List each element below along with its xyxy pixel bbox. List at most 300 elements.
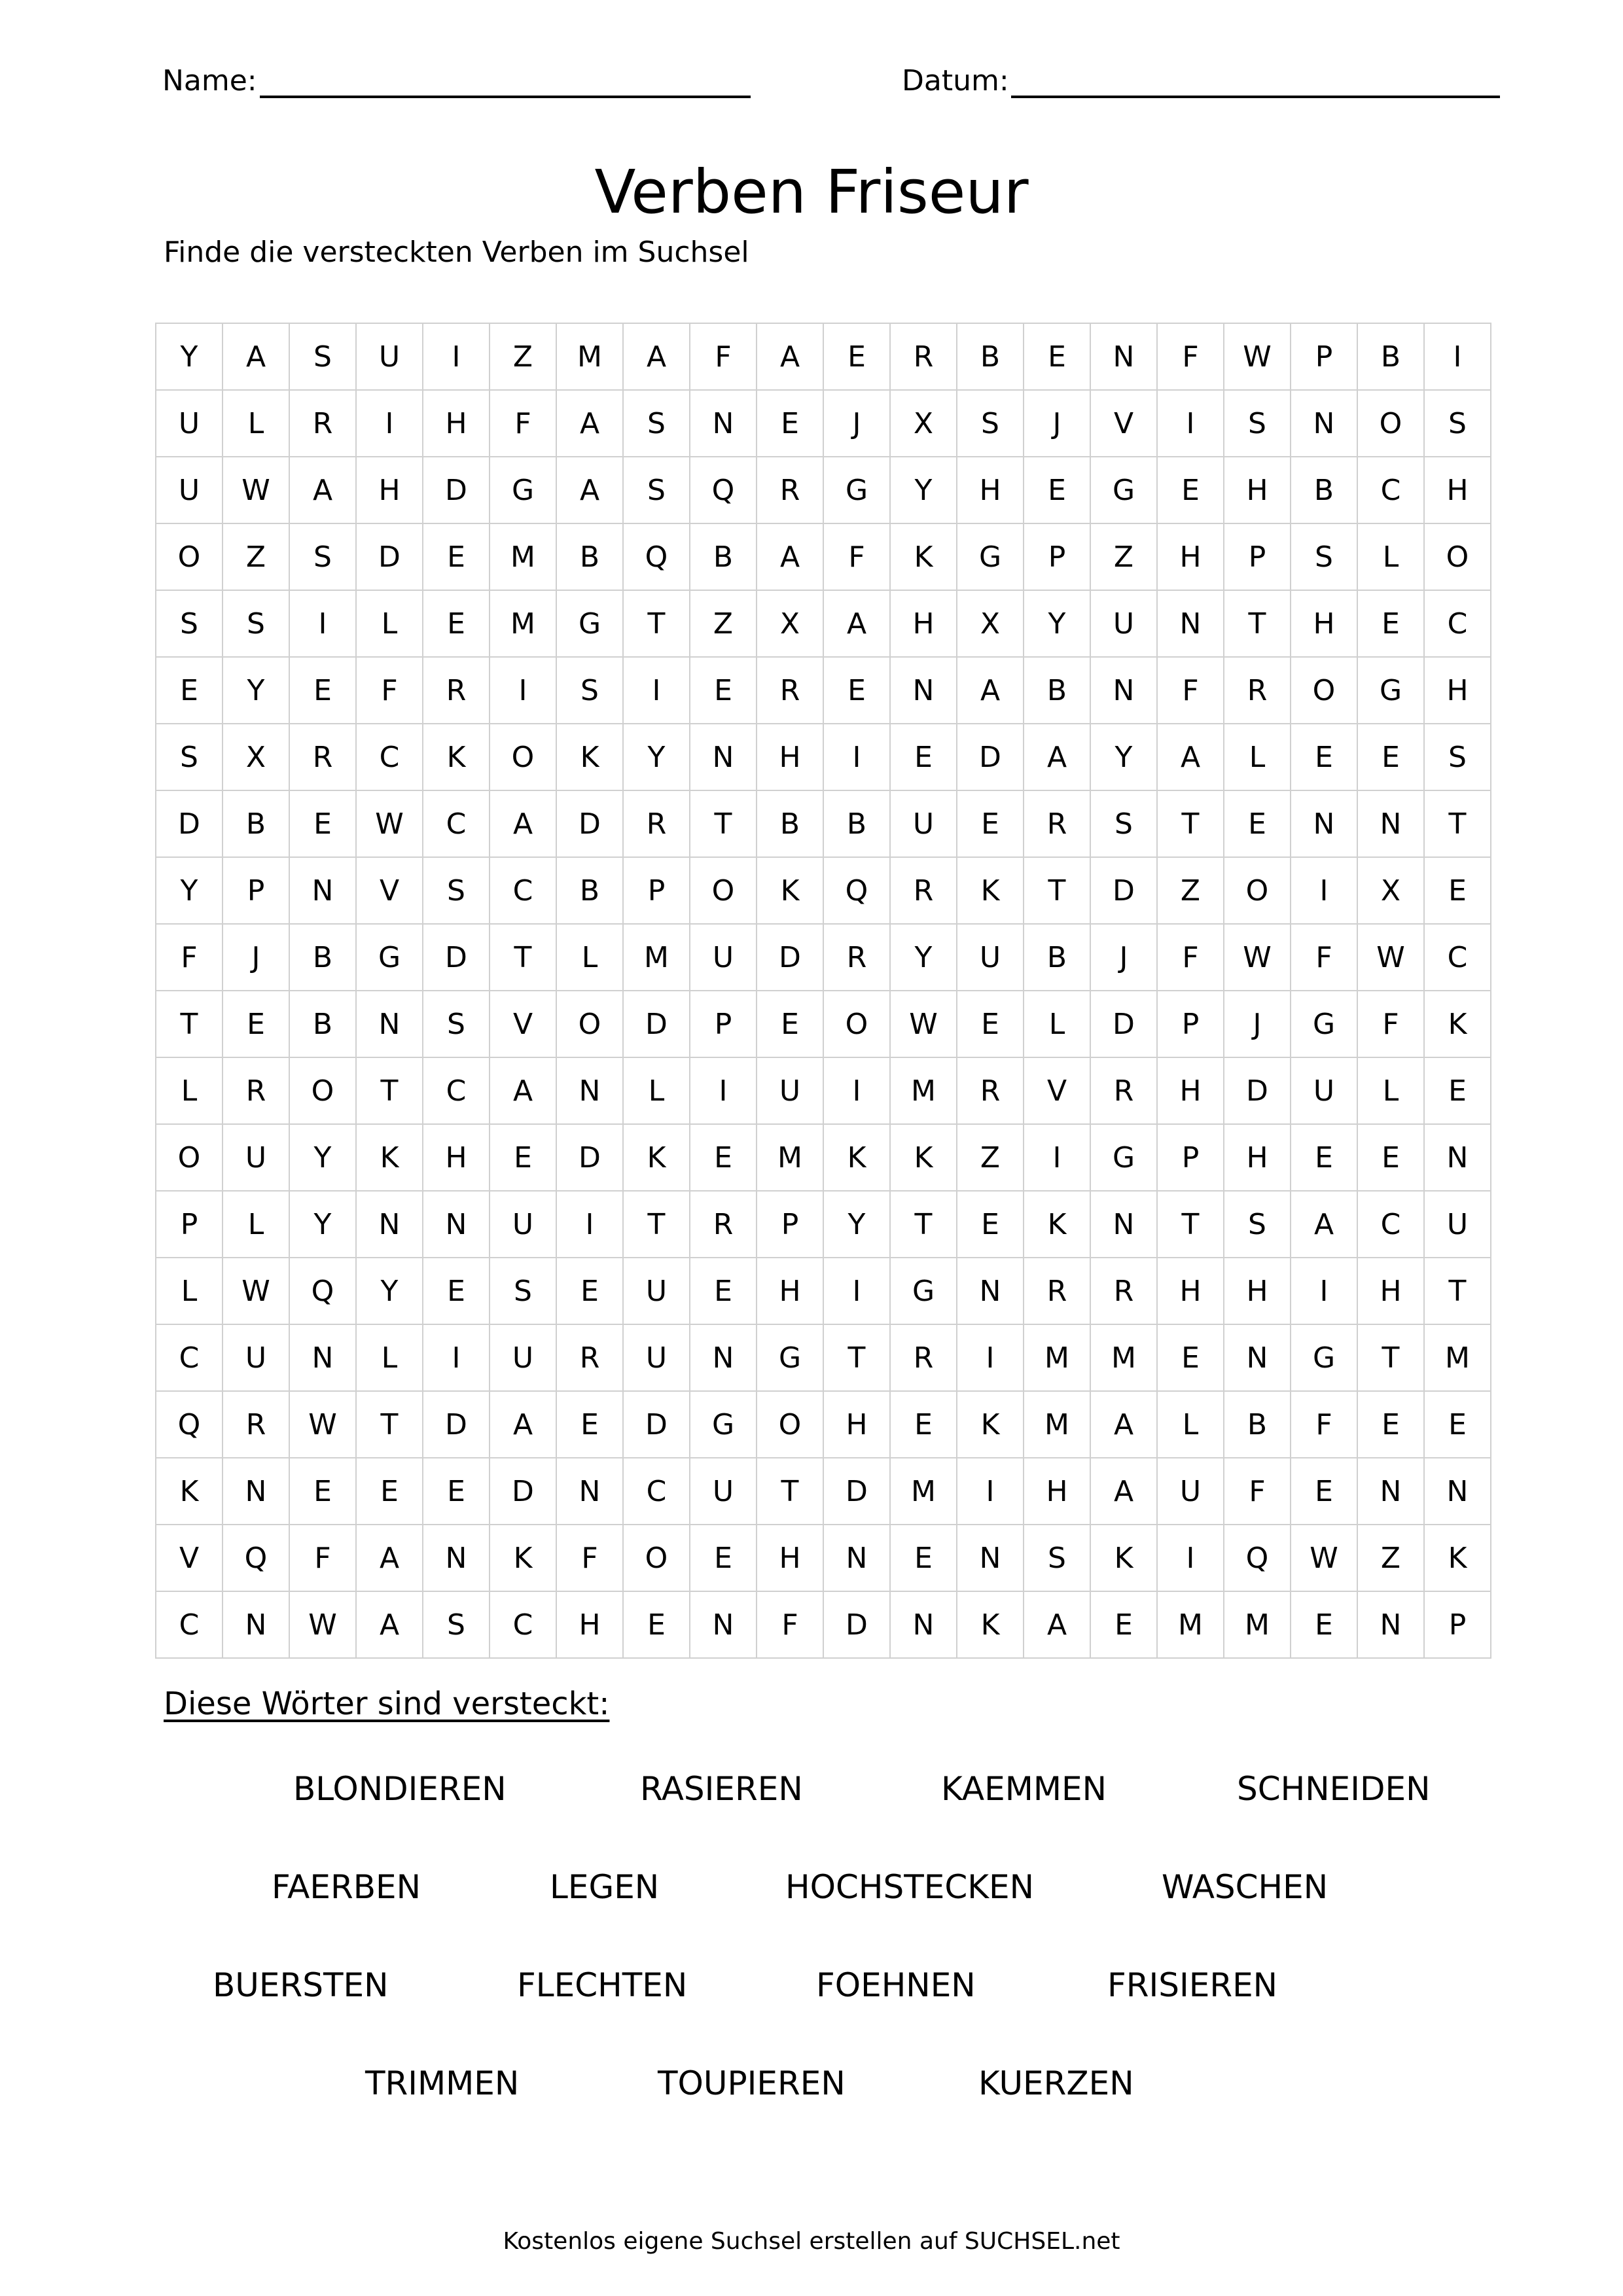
grid-cell[interactable]: R: [289, 724, 356, 790]
grid-cell[interactable]: U: [223, 1124, 289, 1191]
grid-cell[interactable]: E: [423, 590, 490, 657]
grid-cell[interactable]: A: [223, 323, 289, 390]
grid-cell[interactable]: M: [490, 590, 556, 657]
grid-cell[interactable]: H: [1157, 1057, 1224, 1124]
grid-cell[interactable]: T: [356, 1391, 423, 1458]
grid-cell[interactable]: A: [356, 1591, 423, 1658]
grid-cell[interactable]: D: [823, 1591, 890, 1658]
grid-cell[interactable]: I: [957, 1458, 1024, 1525]
grid-cell[interactable]: L: [156, 1057, 223, 1124]
grid-cell[interactable]: R: [690, 1191, 757, 1258]
grid-cell[interactable]: Q: [623, 523, 690, 590]
grid-cell[interactable]: A: [556, 390, 623, 457]
grid-cell[interactable]: C: [623, 1458, 690, 1525]
grid-cell[interactable]: T: [1424, 790, 1491, 857]
grid-cell[interactable]: H: [890, 590, 957, 657]
grid-cell[interactable]: F: [1157, 323, 1224, 390]
grid-cell[interactable]: D: [556, 790, 623, 857]
grid-cell[interactable]: M: [1424, 1324, 1491, 1391]
grid-cell[interactable]: Z: [223, 523, 289, 590]
grid-cell[interactable]: R: [957, 1057, 1024, 1124]
grid-cell[interactable]: L: [223, 390, 289, 457]
grid-cell[interactable]: Y: [890, 924, 957, 991]
grid-cell[interactable]: D: [623, 1391, 690, 1458]
grid-cell[interactable]: I: [1291, 1258, 1357, 1324]
grid-cell[interactable]: E: [957, 991, 1024, 1057]
grid-cell[interactable]: D: [757, 924, 823, 991]
grid-cell[interactable]: Q: [223, 1525, 289, 1591]
grid-cell[interactable]: E: [623, 1591, 690, 1658]
grid-cell[interactable]: K: [423, 724, 490, 790]
grid-cell[interactable]: H: [823, 1391, 890, 1458]
grid-cell[interactable]: Y: [823, 1191, 890, 1258]
grid-cell[interactable]: F: [1357, 991, 1424, 1057]
grid-cell[interactable]: N: [690, 724, 757, 790]
grid-cell[interactable]: F: [1157, 657, 1224, 724]
grid-cell[interactable]: O: [690, 857, 757, 924]
grid-cell[interactable]: K: [957, 1591, 1024, 1658]
grid-cell[interactable]: Z: [957, 1124, 1024, 1191]
grid-cell[interactable]: W: [289, 1591, 356, 1658]
grid-cell[interactable]: S: [1424, 724, 1491, 790]
grid-cell[interactable]: A: [1090, 1391, 1157, 1458]
grid-cell[interactable]: H: [423, 390, 490, 457]
grid-cell[interactable]: F: [690, 323, 757, 390]
grid-cell[interactable]: L: [1224, 724, 1291, 790]
grid-cell[interactable]: S: [1024, 1525, 1090, 1591]
grid-cell[interactable]: C: [1357, 1191, 1424, 1258]
grid-cell[interactable]: T: [623, 1191, 690, 1258]
grid-cell[interactable]: I: [356, 390, 423, 457]
grid-cell[interactable]: E: [1291, 1124, 1357, 1191]
grid-cell[interactable]: T: [757, 1458, 823, 1525]
grid-cell[interactable]: H: [423, 1124, 490, 1191]
grid-cell[interactable]: W: [1224, 323, 1291, 390]
grid-cell[interactable]: K: [1090, 1525, 1157, 1591]
grid-cell[interactable]: N: [1291, 790, 1357, 857]
grid-cell[interactable]: O: [1424, 523, 1491, 590]
grid-cell[interactable]: J: [223, 924, 289, 991]
grid-cell[interactable]: E: [1024, 457, 1090, 523]
grid-cell[interactable]: T: [356, 1057, 423, 1124]
grid-cell[interactable]: B: [957, 323, 1024, 390]
grid-cell[interactable]: A: [1291, 1191, 1357, 1258]
grid-cell[interactable]: R: [757, 657, 823, 724]
grid-cell[interactable]: A: [823, 590, 890, 657]
grid-cell[interactable]: U: [356, 323, 423, 390]
grid-cell[interactable]: Y: [156, 323, 223, 390]
grid-cell[interactable]: E: [1424, 857, 1491, 924]
grid-cell[interactable]: E: [957, 790, 1024, 857]
grid-cell[interactable]: E: [423, 1458, 490, 1525]
grid-cell[interactable]: G: [490, 457, 556, 523]
grid-cell[interactable]: L: [156, 1258, 223, 1324]
grid-cell[interactable]: B: [1224, 1391, 1291, 1458]
grid-cell[interactable]: H: [1224, 1258, 1291, 1324]
grid-cell[interactable]: M: [1024, 1391, 1090, 1458]
grid-cell[interactable]: Y: [356, 1258, 423, 1324]
grid-cell[interactable]: J: [1224, 991, 1291, 1057]
grid-cell[interactable]: E: [223, 991, 289, 1057]
grid-cell[interactable]: R: [1090, 1057, 1157, 1124]
grid-cell[interactable]: Q: [690, 457, 757, 523]
grid-cell[interactable]: A: [490, 1057, 556, 1124]
grid-cell[interactable]: M: [556, 323, 623, 390]
grid-cell[interactable]: F: [289, 1525, 356, 1591]
grid-cell[interactable]: U: [223, 1324, 289, 1391]
grid-cell[interactable]: N: [1090, 657, 1157, 724]
grid-cell[interactable]: E: [1357, 1124, 1424, 1191]
grid-cell[interactable]: K: [1424, 1525, 1491, 1591]
grid-cell[interactable]: S: [289, 323, 356, 390]
grid-cell[interactable]: O: [757, 1391, 823, 1458]
grid-cell[interactable]: F: [1157, 924, 1224, 991]
grid-cell[interactable]: F: [556, 1525, 623, 1591]
grid-cell[interactable]: E: [757, 390, 823, 457]
grid-cell[interactable]: Y: [623, 724, 690, 790]
grid-cell[interactable]: V: [356, 857, 423, 924]
grid-cell[interactable]: S: [423, 991, 490, 1057]
grid-cell[interactable]: C: [490, 1591, 556, 1658]
grid-cell[interactable]: E: [890, 1525, 957, 1591]
grid-cell[interactable]: D: [356, 523, 423, 590]
grid-cell[interactable]: X: [890, 390, 957, 457]
grid-cell[interactable]: U: [156, 390, 223, 457]
grid-cell[interactable]: N: [1090, 1191, 1157, 1258]
grid-cell[interactable]: L: [623, 1057, 690, 1124]
grid-cell[interactable]: Z: [1357, 1525, 1424, 1591]
grid-cell[interactable]: U: [623, 1258, 690, 1324]
grid-cell[interactable]: K: [156, 1458, 223, 1525]
grid-cell[interactable]: T: [156, 991, 223, 1057]
grid-cell[interactable]: U: [1157, 1458, 1224, 1525]
grid-cell[interactable]: D: [957, 724, 1024, 790]
grid-cell[interactable]: N: [1291, 390, 1357, 457]
grid-cell[interactable]: H: [1224, 457, 1291, 523]
grid-cell[interactable]: G: [690, 1391, 757, 1458]
grid-cell[interactable]: L: [1357, 1057, 1424, 1124]
grid-cell[interactable]: I: [823, 1057, 890, 1124]
grid-cell[interactable]: H: [757, 1258, 823, 1324]
grid-cell[interactable]: I: [623, 657, 690, 724]
grid-cell[interactable]: Z: [1157, 857, 1224, 924]
grid-cell[interactable]: N: [1357, 790, 1424, 857]
grid-cell[interactable]: H: [1291, 590, 1357, 657]
grid-cell[interactable]: A: [957, 657, 1024, 724]
grid-cell[interactable]: N: [957, 1525, 1024, 1591]
grid-cell[interactable]: V: [1024, 1057, 1090, 1124]
grid-cell[interactable]: P: [1157, 1124, 1224, 1191]
grid-cell[interactable]: U: [757, 1057, 823, 1124]
grid-cell[interactable]: W: [223, 1258, 289, 1324]
grid-cell[interactable]: C: [423, 1057, 490, 1124]
grid-cell[interactable]: E: [1291, 1458, 1357, 1525]
grid-cell[interactable]: R: [556, 1324, 623, 1391]
grid-cell[interactable]: M: [490, 523, 556, 590]
grid-cell[interactable]: E: [1424, 1057, 1491, 1124]
grid-cell[interactable]: R: [890, 857, 957, 924]
grid-cell[interactable]: N: [423, 1191, 490, 1258]
grid-cell[interactable]: N: [1157, 590, 1224, 657]
grid-cell[interactable]: P: [1291, 323, 1357, 390]
grid-cell[interactable]: J: [1024, 390, 1090, 457]
grid-cell[interactable]: E: [423, 523, 490, 590]
grid-cell[interactable]: N: [289, 857, 356, 924]
grid-cell[interactable]: H: [1357, 1258, 1424, 1324]
grid-cell[interactable]: U: [1090, 590, 1157, 657]
grid-cell[interactable]: F: [1291, 1391, 1357, 1458]
grid-cell[interactable]: D: [1224, 1057, 1291, 1124]
grid-cell[interactable]: N: [223, 1458, 289, 1525]
grid-cell[interactable]: S: [156, 724, 223, 790]
grid-cell[interactable]: W: [1291, 1525, 1357, 1591]
grid-cell[interactable]: T: [690, 790, 757, 857]
grid-cell[interactable]: A: [757, 523, 823, 590]
grid-cell[interactable]: H: [1024, 1458, 1090, 1525]
grid-cell[interactable]: K: [490, 1525, 556, 1591]
grid-cell[interactable]: O: [156, 1124, 223, 1191]
grid-cell[interactable]: F: [757, 1591, 823, 1658]
grid-cell[interactable]: F: [823, 523, 890, 590]
grid-cell[interactable]: F: [1224, 1458, 1291, 1525]
grid-cell[interactable]: E: [823, 323, 890, 390]
grid-cell[interactable]: N: [1224, 1324, 1291, 1391]
grid-cell[interactable]: B: [1357, 323, 1424, 390]
grid-cell[interactable]: E: [556, 1258, 623, 1324]
grid-cell[interactable]: V: [156, 1525, 223, 1591]
grid-cell[interactable]: G: [757, 1324, 823, 1391]
grid-cell[interactable]: L: [1357, 523, 1424, 590]
grid-cell[interactable]: E: [1291, 724, 1357, 790]
grid-cell[interactable]: V: [490, 991, 556, 1057]
grid-cell[interactable]: E: [890, 724, 957, 790]
grid-cell[interactable]: L: [356, 1324, 423, 1391]
grid-cell[interactable]: R: [823, 924, 890, 991]
grid-cell[interactable]: T: [1157, 1191, 1224, 1258]
grid-cell[interactable]: E: [289, 657, 356, 724]
grid-cell[interactable]: A: [490, 790, 556, 857]
grid-cell[interactable]: S: [223, 590, 289, 657]
grid-cell[interactable]: Y: [1024, 590, 1090, 657]
grid-cell[interactable]: C: [156, 1591, 223, 1658]
grid-cell[interactable]: S: [1291, 523, 1357, 590]
grid-cell[interactable]: T: [890, 1191, 957, 1258]
grid-cell[interactable]: D: [423, 457, 490, 523]
grid-cell[interactable]: O: [289, 1057, 356, 1124]
grid-cell[interactable]: I: [823, 724, 890, 790]
grid-cell[interactable]: P: [1024, 523, 1090, 590]
grid-cell[interactable]: Y: [890, 457, 957, 523]
grid-cell[interactable]: K: [1024, 1191, 1090, 1258]
grid-cell[interactable]: P: [623, 857, 690, 924]
grid-cell[interactable]: E: [757, 991, 823, 1057]
grid-cell[interactable]: S: [423, 1591, 490, 1658]
grid-cell[interactable]: J: [823, 390, 890, 457]
grid-cell[interactable]: E: [289, 1458, 356, 1525]
grid-cell[interactable]: U: [490, 1324, 556, 1391]
name-line[interactable]: [260, 96, 751, 98]
grid-cell[interactable]: O: [156, 523, 223, 590]
grid-cell[interactable]: S: [623, 457, 690, 523]
grid-cell[interactable]: I: [690, 1057, 757, 1124]
grid-cell[interactable]: G: [1291, 991, 1357, 1057]
grid-cell[interactable]: N: [823, 1525, 890, 1591]
grid-cell[interactable]: L: [1157, 1391, 1224, 1458]
grid-cell[interactable]: E: [1157, 457, 1224, 523]
grid-cell[interactable]: L: [356, 590, 423, 657]
grid-cell[interactable]: E: [556, 1391, 623, 1458]
grid-cell[interactable]: G: [1090, 1124, 1157, 1191]
grid-cell[interactable]: B: [1024, 657, 1090, 724]
grid-cell[interactable]: W: [1357, 924, 1424, 991]
grid-cell[interactable]: E: [289, 790, 356, 857]
grid-cell[interactable]: T: [1157, 790, 1224, 857]
grid-cell[interactable]: M: [1224, 1591, 1291, 1658]
grid-cell[interactable]: A: [757, 323, 823, 390]
grid-cell[interactable]: H: [1157, 1258, 1224, 1324]
grid-cell[interactable]: K: [356, 1124, 423, 1191]
grid-cell[interactable]: Q: [823, 857, 890, 924]
grid-cell[interactable]: K: [957, 857, 1024, 924]
grid-cell[interactable]: E: [690, 1525, 757, 1591]
grid-cell[interactable]: M: [623, 924, 690, 991]
grid-cell[interactable]: N: [890, 1591, 957, 1658]
grid-cell[interactable]: M: [1024, 1324, 1090, 1391]
grid-cell[interactable]: M: [1090, 1324, 1157, 1391]
grid-cell[interactable]: G: [1090, 457, 1157, 523]
grid-cell[interactable]: B: [556, 523, 623, 590]
grid-cell[interactable]: R: [423, 657, 490, 724]
grid-cell[interactable]: K: [556, 724, 623, 790]
grid-cell[interactable]: A: [556, 457, 623, 523]
grid-cell[interactable]: C: [1424, 590, 1491, 657]
grid-cell[interactable]: R: [757, 457, 823, 523]
grid-cell[interactable]: E: [890, 1391, 957, 1458]
grid-cell[interactable]: H: [957, 457, 1024, 523]
grid-cell[interactable]: E: [1357, 590, 1424, 657]
grid-cell[interactable]: U: [156, 457, 223, 523]
grid-cell[interactable]: E: [1024, 323, 1090, 390]
grid-cell[interactable]: H: [757, 724, 823, 790]
grid-cell[interactable]: C: [1357, 457, 1424, 523]
grid-cell[interactable]: V: [1090, 390, 1157, 457]
grid-cell[interactable]: H: [1157, 523, 1224, 590]
grid-cell[interactable]: U: [623, 1324, 690, 1391]
grid-cell[interactable]: G: [1357, 657, 1424, 724]
grid-cell[interactable]: S: [1424, 390, 1491, 457]
grid-cell[interactable]: T: [1024, 857, 1090, 924]
grid-cell[interactable]: F: [156, 924, 223, 991]
grid-cell[interactable]: F: [490, 390, 556, 457]
grid-cell[interactable]: M: [890, 1458, 957, 1525]
grid-cell[interactable]: B: [556, 857, 623, 924]
grid-cell[interactable]: S: [423, 857, 490, 924]
grid-cell[interactable]: T: [1424, 1258, 1491, 1324]
grid-cell[interactable]: H: [356, 457, 423, 523]
grid-cell[interactable]: N: [957, 1258, 1024, 1324]
grid-cell[interactable]: T: [1357, 1324, 1424, 1391]
grid-cell[interactable]: I: [1157, 1525, 1224, 1591]
grid-cell[interactable]: X: [757, 590, 823, 657]
grid-cell[interactable]: U: [1424, 1191, 1491, 1258]
grid-cell[interactable]: M: [757, 1124, 823, 1191]
grid-cell[interactable]: W: [1224, 924, 1291, 991]
grid-cell[interactable]: B: [289, 991, 356, 1057]
grid-cell[interactable]: C: [1424, 924, 1491, 991]
grid-cell[interactable]: G: [890, 1258, 957, 1324]
grid-cell[interactable]: E: [690, 1124, 757, 1191]
grid-cell[interactable]: A: [623, 323, 690, 390]
grid-cell[interactable]: T: [823, 1324, 890, 1391]
grid-cell[interactable]: Z: [690, 590, 757, 657]
grid-cell[interactable]: Y: [289, 1124, 356, 1191]
grid-cell[interactable]: I: [556, 1191, 623, 1258]
grid-cell[interactable]: S: [156, 590, 223, 657]
grid-cell[interactable]: H: [1424, 657, 1491, 724]
grid-cell[interactable]: K: [890, 523, 957, 590]
grid-cell[interactable]: I: [423, 323, 490, 390]
grid-cell[interactable]: K: [890, 1124, 957, 1191]
grid-cell[interactable]: W: [289, 1391, 356, 1458]
grid-cell[interactable]: S: [490, 1258, 556, 1324]
grid-cell[interactable]: Q: [156, 1391, 223, 1458]
grid-cell[interactable]: P: [223, 857, 289, 924]
grid-cell[interactable]: J: [1090, 924, 1157, 991]
grid-cell[interactable]: E: [423, 1258, 490, 1324]
grid-cell[interactable]: Q: [289, 1258, 356, 1324]
grid-cell[interactable]: I: [1424, 323, 1491, 390]
grid-cell[interactable]: P: [1157, 991, 1224, 1057]
grid-cell[interactable]: N: [1357, 1591, 1424, 1658]
grid-cell[interactable]: I: [423, 1324, 490, 1391]
grid-cell[interactable]: B: [690, 523, 757, 590]
grid-cell[interactable]: P: [1424, 1591, 1491, 1658]
grid-cell[interactable]: G: [823, 457, 890, 523]
grid-cell[interactable]: T: [1224, 590, 1291, 657]
grid-cell[interactable]: D: [156, 790, 223, 857]
grid-cell[interactable]: O: [1224, 857, 1291, 924]
grid-cell[interactable]: U: [957, 924, 1024, 991]
grid-cell[interactable]: O: [823, 991, 890, 1057]
grid-cell[interactable]: N: [890, 657, 957, 724]
grid-cell[interactable]: Y: [289, 1191, 356, 1258]
grid-cell[interactable]: M: [1157, 1591, 1224, 1658]
grid-cell[interactable]: E: [690, 1258, 757, 1324]
grid-cell[interactable]: O: [623, 1525, 690, 1591]
grid-cell[interactable]: Z: [490, 323, 556, 390]
grid-cell[interactable]: A: [1157, 724, 1224, 790]
grid-cell[interactable]: U: [690, 924, 757, 991]
grid-cell[interactable]: R: [890, 323, 957, 390]
grid-cell[interactable]: B: [289, 924, 356, 991]
grid-cell[interactable]: Y: [1090, 724, 1157, 790]
grid-cell[interactable]: G: [356, 924, 423, 991]
grid-cell[interactable]: H: [757, 1525, 823, 1591]
grid-cell[interactable]: S: [556, 657, 623, 724]
grid-cell[interactable]: Y: [223, 657, 289, 724]
grid-cell[interactable]: K: [957, 1391, 1024, 1458]
grid-cell[interactable]: D: [1090, 991, 1157, 1057]
grid-cell[interactable]: X: [957, 590, 1024, 657]
grid-cell[interactable]: X: [1357, 857, 1424, 924]
grid-cell[interactable]: B: [757, 790, 823, 857]
grid-cell[interactable]: C: [490, 857, 556, 924]
grid-cell[interactable]: N: [356, 1191, 423, 1258]
grid-cell[interactable]: P: [690, 991, 757, 1057]
grid-cell[interactable]: B: [823, 790, 890, 857]
grid-cell[interactable]: E: [690, 657, 757, 724]
grid-cell[interactable]: S: [289, 523, 356, 590]
